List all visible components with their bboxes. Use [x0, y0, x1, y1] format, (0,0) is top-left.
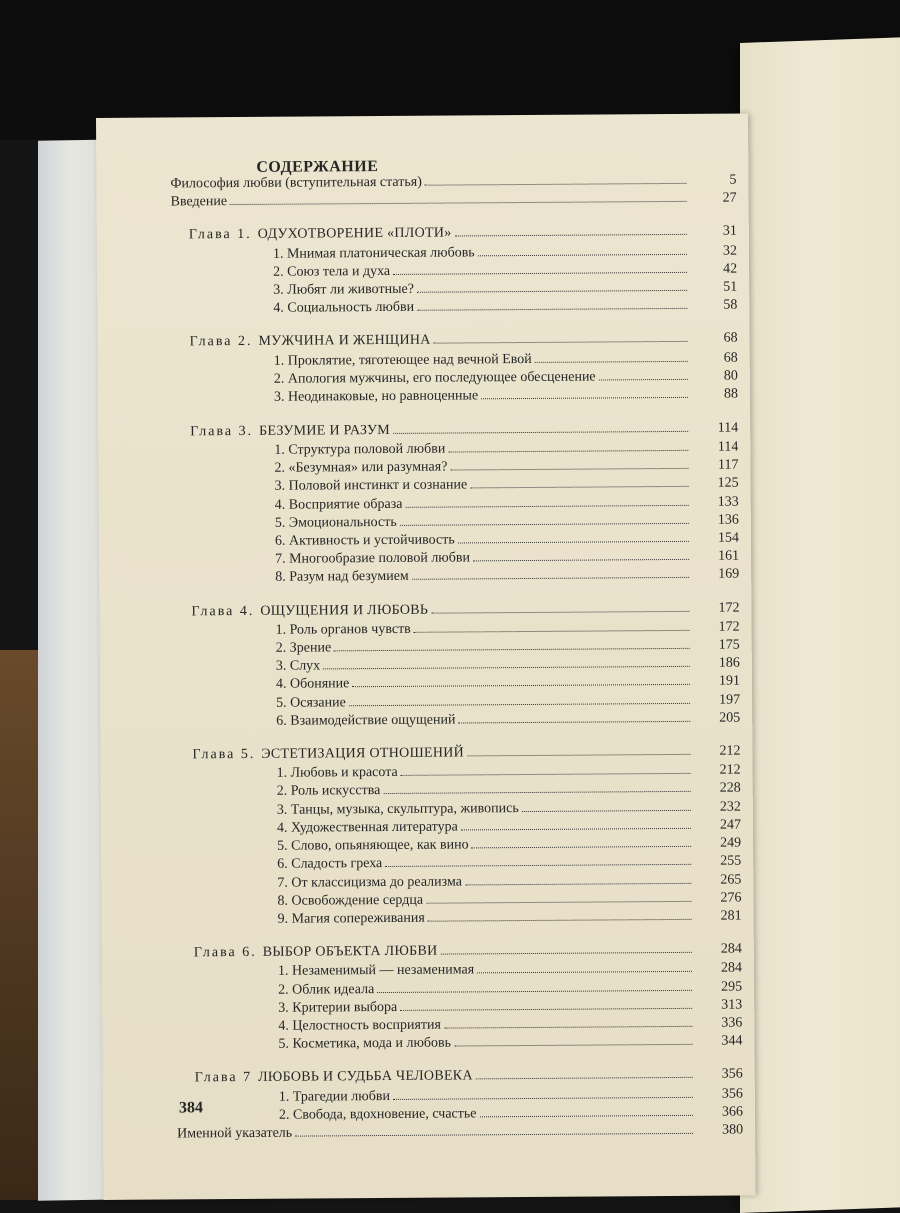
- dot-leader: [295, 1133, 693, 1137]
- dot-leader: [454, 1044, 692, 1047]
- toc-page-number: 68: [723, 350, 738, 366]
- toc-chapter-row[interactable]: [194, 1066, 743, 1087]
- dot-leader: [400, 523, 689, 526]
- dot-leader: [434, 341, 688, 344]
- toc-section-row[interactable]: [275, 566, 740, 587]
- dot-leader: [405, 504, 688, 507]
- toc-page-number: 336: [721, 1015, 743, 1031]
- toc-entry-text: 6. Взаимодействие ощущений: [276, 712, 456, 729]
- dot-leader: [425, 183, 687, 186]
- toc-page-number: 380: [722, 1122, 744, 1138]
- toc-page-number: 356: [721, 1086, 743, 1102]
- toc-page-number: 80: [723, 368, 738, 384]
- toc-entry-text: 5. Слово, опьяняющее, как вино: [277, 837, 469, 854]
- dot-leader: [334, 648, 690, 651]
- toc-entry-text: 3. Неодинаковые, но равноценные: [273, 388, 479, 406]
- dot-leader: [385, 864, 691, 867]
- toc-section-row[interactable]: [278, 1104, 744, 1125]
- toc-title: СОДЕРЖАНИЕ: [256, 158, 379, 176]
- toc-entry-text: 3. Любят ли животные?: [273, 281, 414, 298]
- toc-entry-label: [278, 981, 377, 1000]
- toc-page-number: 284: [720, 960, 743, 977]
- dot-leader: [323, 666, 690, 670]
- toc-entry-label: [277, 873, 465, 892]
- toc-entry-label: [171, 193, 231, 211]
- dot-leader: [383, 791, 690, 794]
- toc-entry-text: 4. Восприятие образа: [274, 496, 403, 513]
- toc-entry-label: [279, 1105, 480, 1124]
- toc-entry-label: [275, 531, 458, 550]
- toc-page-number: 212: [719, 743, 741, 759]
- dot-leader: [472, 846, 692, 849]
- toc-entry-text: 6. Активность и устойчивость: [274, 532, 455, 549]
- toc-entry-label: [276, 658, 323, 676]
- toc-entry-text: 3. Слух: [275, 658, 321, 674]
- toc-section-row[interactable]: [273, 297, 738, 318]
- page-number: 384: [178, 1099, 203, 1117]
- toc-entry-text: МУЖЧИНА И ЖЕНЩИНА: [258, 333, 431, 350]
- toc-entry-text: 8. Освобождение сердца: [277, 892, 424, 909]
- toc-entry-text: 1. Мнимая платоническая любовь: [272, 244, 475, 262]
- toc-entry-row[interactable]: [170, 190, 737, 212]
- toc-page-number: 169: [718, 566, 740, 583]
- toc-entry-text: 4. Художественная литература: [276, 819, 458, 836]
- toc-entry-text: Философия любви (вступительная статья): [170, 174, 422, 192]
- toc-page-number: 51: [723, 279, 738, 295]
- toc-entry-text: 5. Осязание: [276, 694, 346, 711]
- toc-page-number: 117: [717, 457, 739, 473]
- toc-entry-label: [277, 818, 461, 837]
- toc-page-number: 172: [718, 619, 740, 635]
- toc-entry-label: [273, 299, 417, 318]
- dot-leader: [522, 809, 691, 811]
- toc-entry-text: ОДУХОТВОРЕНИЕ «ПЛОТИ»: [257, 225, 452, 243]
- toc-entry-label: [278, 962, 477, 981]
- toc-page-number: 125: [717, 475, 739, 492]
- toc-page-number: 161: [718, 548, 740, 564]
- toc-entry-label: [278, 1017, 444, 1036]
- dot-leader: [393, 1096, 693, 1099]
- toc-page-number: 344: [721, 1033, 743, 1049]
- dot-leader: [467, 754, 690, 757]
- toc-entry-label: [278, 910, 428, 929]
- dot-leader: [479, 1115, 693, 1117]
- toc-entry-row[interactable]: [177, 1122, 744, 1144]
- dot-leader: [448, 450, 688, 453]
- toc-entry-label: [275, 568, 412, 587]
- toc-entry-text: 3. Танцы, музыка, скульптура, живопись: [276, 800, 519, 818]
- toc-entry-text: 2. Апология мужчины, его последующее обесценение: [273, 369, 596, 387]
- chapter-prefix: Глава 4.: [191, 603, 255, 619]
- toc-page-number: 114: [717, 420, 739, 436]
- toc-page-number: 186: [718, 655, 740, 671]
- toc-entry-text: 9. Магия сопереживания: [277, 910, 425, 927]
- toc-page-number: 88: [723, 386, 738, 403]
- toc-entry-label: [190, 422, 393, 441]
- toc-entry-label: [279, 1088, 393, 1107]
- toc-page-number: 228: [719, 780, 741, 797]
- toc-page-number: 265: [720, 872, 742, 888]
- toc-entry-label: [273, 244, 478, 263]
- toc-entry-label: [274, 368, 599, 388]
- dot-leader: [401, 773, 691, 776]
- toc-entry-text: 5. Косметика, мода и любовь: [278, 1035, 452, 1052]
- toc-chapter-row[interactable]: [189, 330, 738, 351]
- toc-page-number: 27: [722, 190, 737, 206]
- toc-entry-text: 2. Союз тела и духа: [273, 263, 391, 280]
- toc-page-number: 197: [719, 692, 741, 708]
- toc-entry-text: 1. Трагедии любви: [278, 1088, 390, 1105]
- toc-entry-text: 1. Структура половой любви: [274, 441, 446, 458]
- dot-leader: [417, 290, 687, 293]
- toc-page-number: 232: [719, 799, 741, 815]
- toc-page-number: 133: [717, 494, 739, 510]
- toc-section-row[interactable]: [278, 1033, 743, 1054]
- toc-entry-text: 1. Роль органов чувств: [275, 621, 411, 638]
- toc-section-row[interactable]: [276, 798, 741, 819]
- chapter-prefix: Глава 2.: [189, 334, 253, 350]
- dot-leader: [393, 431, 688, 434]
- toc-entry-label: [170, 174, 425, 194]
- toc-section-row[interactable]: [273, 368, 738, 389]
- toc-entry-text: 1. Незаменимый — незаменимая: [277, 962, 475, 980]
- toc-section-row[interactable]: [273, 386, 738, 407]
- dot-leader: [461, 828, 691, 831]
- toc-entry-label: [276, 639, 335, 657]
- toc-entry-text: 4. Социальность любви: [273, 299, 415, 316]
- toc-entry-label: [192, 744, 467, 764]
- toc-entry-text: 1. Любовь и красота: [276, 765, 398, 781]
- toc-entry-text: Введение: [170, 194, 228, 210]
- toc-page-number: 136: [717, 512, 739, 528]
- toc-page-number: 154: [717, 530, 740, 546]
- toc-page-number: 191: [718, 673, 741, 690]
- chapter-prefix: Глава 7: [194, 1070, 253, 1086]
- toc-page-number: 281: [720, 908, 742, 924]
- toc-entry-label: [277, 782, 384, 801]
- dot-leader: [444, 1026, 692, 1029]
- dot-leader: [470, 486, 688, 489]
- toc-entry-label: [276, 694, 349, 713]
- toc-entry-text: 3. Половой инстинкт и сознание: [274, 477, 468, 495]
- dot-leader: [477, 971, 692, 973]
- toc-entry-label: [277, 855, 385, 874]
- toc-chapter-row[interactable]: [190, 420, 739, 441]
- toc-entry-text: 7. От классицизма до реализма: [277, 874, 462, 891]
- toc-page-number: 5: [729, 172, 737, 188]
- dot-leader: [393, 272, 687, 275]
- facing-page: [740, 37, 900, 1213]
- toc-entry-text: ЭСТЕТИЗАЦИЯ ОТНОШЕНИЙ: [261, 745, 465, 762]
- toc-entry-text: ВЫБОР ОБЪЕКТА ЛЮБВИ: [262, 943, 438, 961]
- toc-page-number: 58: [723, 297, 738, 313]
- toc-entry-label: [189, 225, 455, 245]
- toc-entry-label: [278, 999, 400, 1018]
- toc-entry-text: 4. Обоняние: [275, 676, 350, 693]
- dot-leader: [476, 1077, 693, 1080]
- toc-page-number: 284: [720, 941, 742, 957]
- dot-leader: [535, 360, 688, 362]
- chapter-prefix: Глава 5.: [192, 746, 256, 763]
- toc-entry-label: [277, 892, 426, 911]
- toc-entry-text: ОЩУЩЕНИЯ И ЛЮБОВЬ: [260, 602, 429, 619]
- toc-section-row[interactable]: [273, 349, 738, 370]
- toc-entry-label: [275, 495, 406, 514]
- toc-entry-text: 2. Облик идеала: [278, 981, 375, 998]
- dot-leader: [431, 610, 689, 613]
- dot-leader: [441, 952, 692, 955]
- toc-entry-label: [274, 388, 481, 407]
- dot-leader: [352, 684, 690, 687]
- toc-entry-label: [276, 621, 414, 640]
- toc-page-number: 42: [723, 261, 738, 277]
- toc-page-number: 212: [719, 762, 741, 778]
- toc-section-row[interactable]: [276, 710, 741, 731]
- chapter-prefix: Глава 3.: [190, 423, 254, 440]
- dot-leader: [478, 253, 687, 255]
- toc-entry-label: [191, 601, 431, 621]
- toc-entry-text: 2. Зрение: [275, 640, 332, 656]
- dot-leader: [455, 234, 687, 237]
- toc-entry-label: [177, 1125, 295, 1144]
- toc-entry-label: [274, 351, 535, 371]
- dot-leader: [599, 379, 688, 381]
- toc-page-number: 313: [721, 997, 743, 1013]
- dot-leader: [458, 541, 689, 544]
- toc-page-number: 205: [719, 710, 741, 726]
- dot-leader: [412, 577, 689, 580]
- toc-entry-label: [275, 550, 473, 569]
- toc-entry-label: [194, 943, 441, 963]
- toc-chapter-row[interactable]: [193, 941, 742, 962]
- toc-entry-label: [277, 764, 401, 783]
- toc-entry-text: 5. Эмоциональность: [274, 514, 397, 531]
- toc-page-number: 114: [717, 439, 739, 455]
- toc-page-number: 68: [723, 330, 738, 347]
- toc-entry-text: БЕЗУМИЕ И РАЗУМ: [259, 422, 390, 439]
- toc-chapter-row[interactable]: [188, 223, 737, 244]
- toc-page-number: 356: [721, 1066, 743, 1083]
- toc-entry-text: 8. Разум над безумием: [275, 569, 409, 586]
- dot-leader: [473, 559, 689, 562]
- dot-leader: [428, 919, 692, 922]
- toc-entry-label: [273, 263, 393, 282]
- toc-chapter-row[interactable]: [191, 599, 740, 620]
- dot-leader: [426, 901, 691, 904]
- toc-page-number: 31: [722, 223, 737, 240]
- toc-page-number: 295: [721, 979, 743, 995]
- toc-entry-text: 6. Сладость греха: [277, 856, 383, 873]
- dot-leader: [450, 468, 688, 471]
- dot-leader: [417, 308, 687, 311]
- toc-entry-text: 3. Критерии выбора: [278, 999, 398, 1016]
- toc-page-number: 249: [720, 835, 742, 851]
- toc-page-number: 276: [720, 890, 742, 906]
- dot-leader: [465, 882, 691, 885]
- book-page: [96, 113, 756, 1200]
- dot-leader: [349, 702, 690, 705]
- toc-page-number: 175: [718, 637, 740, 653]
- toc-page-number: 32: [722, 243, 737, 259]
- toc-entry-label: [277, 800, 522, 820]
- toc-entry-text: 2. Роль искусства: [276, 783, 381, 800]
- dot-leader: [230, 201, 687, 205]
- toc-entry-label: [277, 837, 472, 856]
- dot-leader: [377, 989, 692, 992]
- dot-leader: [400, 1008, 692, 1011]
- dot-leader: [481, 397, 688, 399]
- chapter-prefix: Глава 6.: [193, 945, 257, 961]
- toc-entry-label: [190, 332, 434, 352]
- toc-entry-label: [278, 1035, 454, 1054]
- toc-entry-label: [274, 459, 450, 478]
- toc-chapter-row[interactable]: [192, 743, 741, 764]
- dot-leader: [414, 630, 690, 633]
- toc-entry-text: 1. Проклятие, тяготеющее над вечной Евой: [273, 351, 532, 369]
- toc-page-number: 366: [721, 1104, 744, 1120]
- toc-entry-label: [276, 676, 352, 695]
- toc-section-row[interactable]: [277, 908, 742, 929]
- toc-entry-label: [275, 514, 400, 533]
- toc-entry-label: [195, 1068, 476, 1088]
- toc-entry-label: [274, 441, 448, 460]
- toc-page-number: 255: [720, 853, 742, 870]
- toc-entry-text: Именной указатель: [177, 1125, 293, 1142]
- chapter-prefix: Глава 1.: [188, 227, 252, 243]
- toc-page-number: 172: [718, 600, 740, 616]
- toc-page-number: 247: [719, 817, 742, 833]
- toc-entry-text: ЛЮБОВЬ И СУДЬБА ЧЕЛОВЕКА: [258, 1068, 473, 1086]
- dot-leader: [458, 721, 690, 724]
- toc-entry-text: 2. «Безумная» или разумная?: [274, 459, 448, 476]
- toc-entry-text: 7. Многообразие половой любви: [275, 550, 471, 567]
- toc-entry-text: 2. Свобода, вдохновение, счастье: [278, 1106, 477, 1123]
- toc-entry-text: 4. Целостность восприятия: [278, 1017, 442, 1034]
- toc-entry-label: [275, 477, 471, 496]
- toc-entry-label: [273, 281, 417, 300]
- toc-entry-label: [276, 711, 458, 730]
